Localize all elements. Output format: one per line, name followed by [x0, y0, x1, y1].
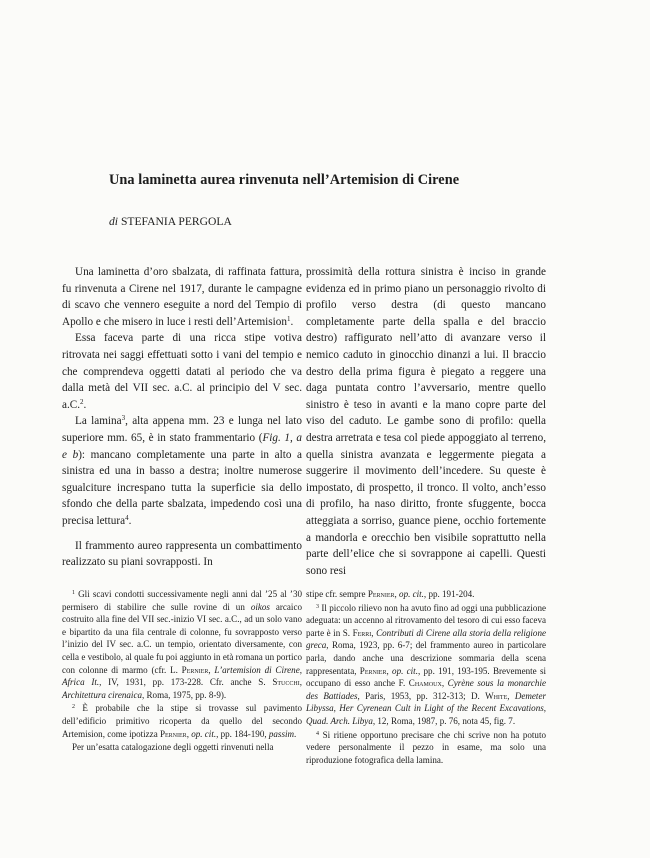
footnote-ref-3[interactable]: 3 — [121, 414, 126, 423]
footnote-ref-4[interactable]: 4 — [125, 513, 129, 522]
author-prefix: di — [109, 215, 119, 228]
body-paragraph-2: Essa faceva parte di una ricca stipe votiva ritrovata nei saggi effettuati sotto i vani del tempio e che comprendeva oggetti datati al periodo che va dalla metà del VII sec. a.C. al principio del V sec. a.C.$^2$. — [62, 332, 302, 411]
cited-author: Pernier — [159, 728, 187, 739]
cited-author: Stucchi — [272, 677, 300, 688]
footnote-2-continued-end: stipe cfr. sempre Pernier, op. cit., pp. 191-204. — [306, 589, 475, 599]
footnote-2-continued: Per un’esatta catalogazione degli oggetti rinvenuti nella — [72, 742, 274, 753]
footnote-ref-2[interactable]: 2 — [80, 397, 84, 406]
footnote-3: $^3$ Il piccolo rilievo non ha avuto fino ad oggi una pubblicazione adeguata: un accenno al ritrovamento del tesoro di cui esso faceva parte è in S. Ferri, Contributi di Cirene alla storia della religione greca, Roma, 1923, pp. 6-7; del frammento aureo in particolare parla, dando anche una descrizione sommaria della scena rappresentata, Pernier, op. cit., pp. 191, 193-195. Brevemente si occupano di esso anche F. Chamoux, Cyrène sous la monarchie des Battiades, Paris, 1953, pp. 312-313; D. White, Demeter Libyssa, Her Cyrenean Cult in Light of the Recent Excavations, Quad. Arch. Libya, 12, Roma, 1987, p. 76, nota 45, fig. 7. — [306, 602, 547, 726]
footnote-2: $^2$ È probabile che la stipe si trovasse sul pavimento dell’edificio primitivo ricoperta da quello del secondo Artemision, come ipotizza Pernier, op. cit., pp. 184-190, passim. — [62, 703, 302, 739]
author-name: STEFANIA PERGOLA — [120, 215, 232, 228]
cited-author: Pernier — [367, 589, 395, 599]
footnote-ref-1[interactable]: 1 — [286, 314, 291, 323]
cited-author: Pernier — [181, 664, 209, 675]
cited-author: Chamoux — [408, 678, 442, 689]
article-title: Una laminetta aurea rinvenuta nell’Artemision di Cirene — [109, 172, 460, 188]
body-paragraph-3: La lamina$^3$, alta appena mm. 23 e lunga nel lato superiore mm. 65, è in stato frammentario (Fig. 1, a e b): mancano completamente una parte in alto a sinistra ed una in basso a destra; inoltre numerose sgualciture increspano tutta la superficie sia dello sfondo che della parte sbalzata, impedendo così una precisa lettura$^4$. — [62, 414, 303, 527]
body-paragraph-4: Il frammento aureo rappresenta un combattimento realizzato su piani sovrapposti. In — [62, 539, 302, 569]
body-column-right — [306, 264, 546, 579]
footnote-1: $^1$ Gli scavi condotti successivamente negli anni dal ’25 al ’30 permisero di stabilire che sulle rovine di un oikos arcaico costruito alla fine del VII sec.-inizio VI sec. a.C., ad un solo vano e bipartito da una fila centrale di colonne, fu sovrapposto verso l’inizio del IV sec. a.C. un tempio, orientato diversamente, con cella e vestibolo, al quale fu poi aggiunto in età romana un portico con colonne di marmo (cfr. L. Pernier, L’artemision di Cirene, Africa It., IV, 1931, pp. 173-228. Cfr. anche S. Stucchi, Architettura cirenaica, Roma, 1975, pp. 8-9). — [62, 589, 302, 700]
cited-author: Pernier — [359, 665, 387, 676]
cited-author: Ferri — [352, 627, 372, 638]
body-column-left — [62, 264, 302, 571]
footnotes-right — [306, 588, 546, 766]
article-author — [109, 215, 232, 228]
cited-work: Demeter Libyssa, Her Cyrenean Cult in Light of the Recent Excavations, Quad. Arch. Libya — [306, 690, 546, 726]
figure-reference: Fig. 1, a e b — [62, 431, 302, 461]
footnote-4: $^4$ Si ritiene opportuno precisare che chi scrive non ha potuto vedere personalmente il pezzo in esame, ma solo una riproduzione fotografica della lamina. — [306, 729, 546, 765]
cited-work: Architettura cirenaica — [62, 689, 142, 700]
footnotes-left — [62, 588, 302, 754]
cited-work: L’artemision di Cirene, Africa It., — [62, 664, 302, 688]
cited-author: White — [485, 690, 508, 701]
cited-work: Contributi di Cirene alla storia della religione greca — [306, 627, 546, 651]
cited-work: Cyrène sous la monarchie des Battiades — [306, 678, 546, 701]
body-paragraph-1: Una laminetta d’oro sbalzata, di raffinata fattura, fu rinvenuta a Cirene nel 1917, durante le campagne di scavo che vennero eseguite a nord del Tempio di Apollo e che misero in luce i resti dell’Artemision$^1$. — [62, 266, 302, 328]
body-paragraph-continued: prossimità della rottura sinistra è inciso in grande evidenza ed in primo piano un personaggio rivolto di profilo verso destra (di questo mancano completamente parte della spalla e del braccio destro) raffigurato nell’atto di avanzare verso il nemico caduto in ginocchio dinanzi a lui. Il braccio destro della prima figura è piegato a reggere una daga puntata contro l’avversario, mentre quello sinistro è teso in avanti e la mano copre parte del viso del caduto. Le gambe sono di profilo: quella destra arretrata e tesa col piede appoggiato al terreno, quella sinistra avanzata e leggermente piegata a suggerire il movimento dell’incedere. Su queste è impostato, di prospetto, il tronco. Il volto, anch’esso di profilo, ha naso diritto, fronte sfuggente, bocca atteggiata a sorriso, guance piene, occhio fortemente a mandorla e orecchio ben visibile soprattutto nella parte dell’elice che si sovrappone ai capelli. Questi sono resi — [306, 266, 546, 577]
